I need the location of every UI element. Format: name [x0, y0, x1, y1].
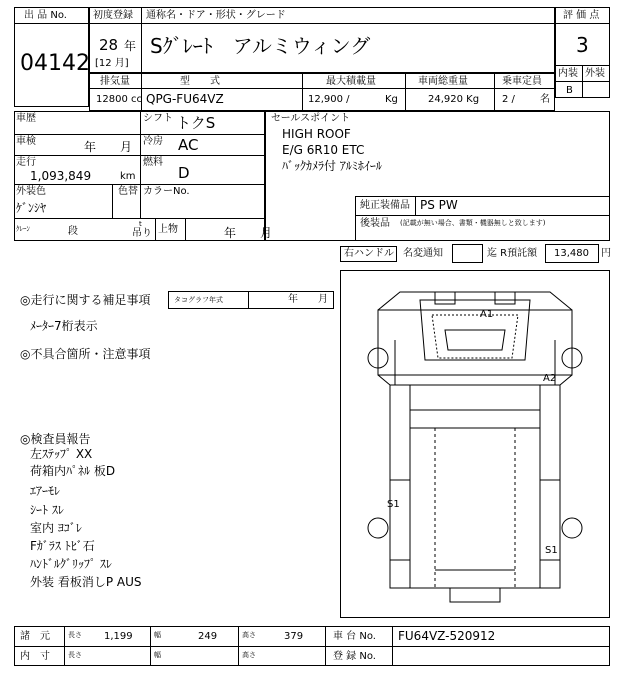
year-value: 28 — [99, 36, 119, 54]
cargo-body-outline — [390, 385, 560, 602]
handle-value: 右ハンドル — [344, 248, 394, 259]
inspector-title: ◎検査員報告 — [20, 432, 91, 446]
first-registration-label: 初度登録 — [93, 10, 133, 21]
model-value: QPG-FU64VZ — [146, 92, 224, 106]
damage-mark: A2 — [543, 373, 557, 384]
score-label: 評 価 点 — [563, 10, 600, 21]
chassis-value: FU64VZ-520912 — [398, 629, 496, 643]
month-value: [12 月] — [95, 58, 129, 69]
mileage-unit: km — [120, 171, 136, 182]
divider — [112, 184, 113, 218]
divider — [248, 291, 249, 309]
width-value: 249 — [198, 631, 218, 642]
lot-number: 04142 — [20, 51, 90, 76]
divider — [392, 626, 393, 666]
upper-value: 年 月 — [224, 226, 273, 240]
score-value: 3 — [576, 33, 589, 57]
supplement-title: ◎走行に関する補足事項 — [20, 293, 151, 307]
inspector-line: ﾊﾝﾄﾞﾙｸﾞﾘｯﾌﾟ ｽﾚ — [30, 557, 112, 571]
seats-label: 乗車定員 — [502, 76, 542, 87]
divider — [140, 184, 141, 218]
divider — [355, 196, 356, 241]
divider — [302, 73, 303, 111]
height-value: 379 — [284, 631, 304, 642]
damage-mark: S1 — [545, 545, 558, 556]
color-change-label: 色替 — [118, 186, 138, 197]
shift-value: トクS — [176, 114, 216, 132]
divider — [89, 23, 555, 24]
reg-no-label: 登 録 No. — [333, 651, 376, 662]
fuel-label: 燃料 — [143, 157, 163, 168]
name-change-label: 名変通知 — [403, 248, 443, 259]
divider — [185, 218, 186, 241]
inspection-value: 年 月 — [84, 140, 133, 154]
ac-value: AC — [178, 136, 199, 154]
divider — [405, 73, 406, 111]
ext-color-label: 外装色 — [16, 186, 46, 197]
dims-label: 諸 元 — [20, 631, 50, 642]
recycle-label: 迄 R預託額 — [487, 248, 538, 259]
interior-dims-label: 内 寸 — [20, 651, 50, 662]
divider — [14, 23, 89, 24]
length-label: 長さ — [68, 651, 82, 659]
shift-label: シフト — [143, 113, 173, 124]
sales-point-3: ﾊﾞｯｸｶﾒﾗ付 ｱﾙﾐﾎｲｰﾙ — [282, 159, 382, 173]
genuine-value: PS PW — [420, 198, 458, 212]
divider — [238, 626, 239, 666]
weight-label: 車両総重量 — [418, 76, 468, 87]
crane-ton: t — [139, 220, 142, 228]
divider — [355, 215, 610, 216]
name-grade-label: 通称名・ドア・形状・グレード — [146, 10, 286, 21]
upper-label: 上物 — [158, 224, 178, 235]
history-label: 車歴 — [16, 113, 36, 124]
tacho-value: 年 月 — [288, 294, 328, 305]
inspector-line: Fｶﾞﾗｽ ﾄﾋﾞ石 — [30, 539, 95, 553]
capacity-unit: Kg — [385, 94, 398, 105]
seats-unit: 名 — [540, 94, 550, 105]
divider — [494, 73, 495, 111]
length-value: 1,199 — [104, 631, 133, 642]
crane-steps: 段 — [68, 226, 78, 237]
weight-value: 24,920 Kg — [428, 94, 480, 105]
interior-grade: B — [566, 85, 573, 96]
interior-label: 内装 — [558, 68, 578, 79]
length-label: 長さ — [68, 631, 82, 639]
name-change-box — [452, 244, 483, 263]
mileage-label: 走行 — [16, 157, 36, 168]
fuel-value: D — [178, 164, 190, 182]
divider — [150, 626, 151, 666]
sales-label: セールスポイント — [271, 113, 351, 124]
defect-title: ◎不具合箇所・注意事項 — [20, 347, 151, 361]
capacity-label: 最大積載量 — [326, 76, 376, 87]
divider — [355, 196, 610, 197]
lot-label: 出 品 No. — [24, 10, 67, 21]
displacement-label: 排気量 — [100, 76, 130, 87]
model-label: 型 式 — [180, 76, 220, 87]
tacho-label: タコグラフ年式 — [174, 296, 223, 304]
displacement-value: 12800 cc — [96, 94, 142, 105]
divider — [555, 23, 610, 24]
divider — [141, 7, 142, 73]
year-unit: 年 — [124, 39, 137, 53]
width-label: 幅 — [154, 631, 161, 639]
inspector-line: 左ｽﾃｯﾌﾟ XX — [30, 447, 93, 461]
divider — [14, 218, 265, 219]
divider — [140, 111, 141, 184]
sales-point-2: E/G 6R10 ETC — [282, 143, 365, 157]
divider — [64, 626, 65, 666]
divider — [582, 65, 583, 98]
height-label: 高さ — [242, 631, 256, 639]
inspector-line: 外装 看板消しP AUS — [30, 575, 142, 589]
ext-color-value: ｹﾞﾝｼﾔ — [16, 201, 47, 215]
damage-mark: S1 — [387, 499, 400, 510]
mileage-value: 1,093,849 — [30, 169, 92, 183]
crane-label: ｸﾚｰﾝ — [16, 225, 30, 233]
capacity-value: 12,900 / — [308, 94, 350, 105]
color-code-label: カラーNo. — [143, 186, 190, 197]
divider — [325, 626, 326, 666]
grade-text: Sｸﾞﾚｰﾄ アルミウィング — [150, 34, 371, 58]
ac-label: 冷房 — [143, 136, 163, 147]
inspection-label: 車検 — [16, 136, 36, 147]
supplement-line: ﾒｰﾀｰ7桁表示 — [30, 319, 98, 333]
recycle-unit: 円 — [601, 248, 611, 259]
genuine-label: 純正装備品 — [360, 200, 410, 211]
aftermarket-label: 後装品 — [360, 218, 390, 229]
crane-hanging: 吊り — [132, 228, 152, 239]
seats-value: 2 / — [502, 94, 515, 105]
divider — [155, 218, 156, 241]
inspector-line: 室内 ﾖｺﾞﾚ — [30, 521, 82, 535]
aftermarket-note: (記載が無い場合、書類・機器無しと致します) — [400, 219, 546, 227]
exterior-label: 外装 — [585, 68, 605, 79]
width-label: 幅 — [154, 651, 161, 659]
chassis-label: 車 台 No. — [333, 631, 376, 642]
recycle-value: 13,480 — [554, 248, 589, 259]
damage-mark: A1 — [480, 309, 494, 320]
truck-diagram — [340, 270, 610, 618]
cab-outline — [378, 292, 572, 385]
sales-point-1: HIGH ROOF — [282, 127, 351, 141]
divider — [141, 73, 142, 111]
divider — [89, 88, 555, 89]
inspector-line: ｴｱｰﾓﾚ — [30, 484, 61, 498]
divider — [415, 196, 416, 215]
inspector-line: ｼｰﾄ ｽﾚ — [30, 503, 64, 517]
height-label: 高さ — [242, 651, 256, 659]
inspector-line: 荷箱内ﾊﾟﾈﾙ 板D — [30, 464, 116, 478]
divider — [14, 646, 610, 647]
